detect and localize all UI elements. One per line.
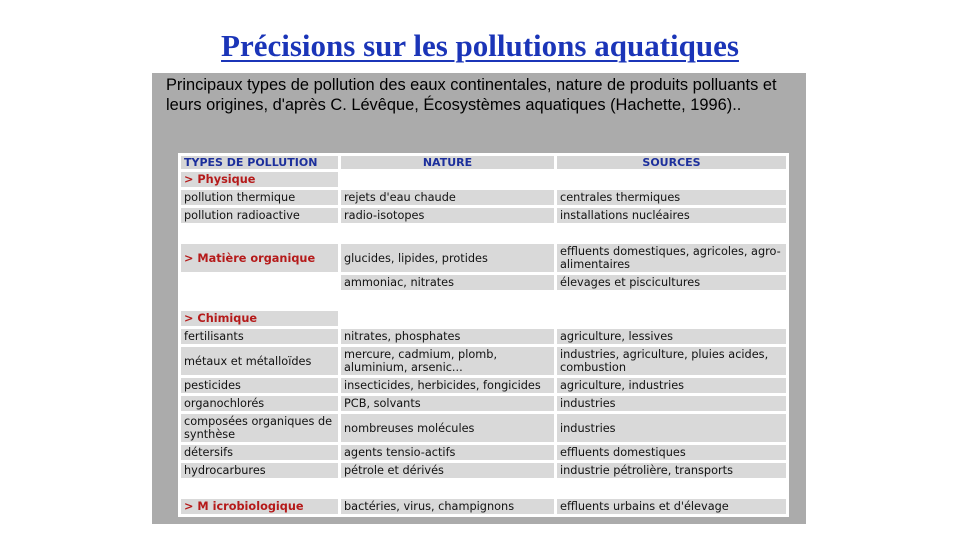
table-row — [181, 463, 786, 478]
table-row — [181, 414, 786, 442]
cell-nature: rejets d'eau chaude — [341, 190, 554, 205]
spacer-row — [181, 226, 786, 241]
category-label: > M icrobiologique — [181, 499, 338, 514]
category-label: > Physique — [181, 172, 338, 187]
spacer-row — [181, 481, 786, 496]
category-label: > Chimique — [181, 311, 338, 326]
figure-caption: Principaux types de pollution des eaux continentales, nature de produits polluants et leurs origines, d'après C. Lévêque, Écosystèmes aquatiques (Hachette, 1996).. — [166, 76, 777, 114]
cell-nature: bactéries, virus, champignons — [341, 499, 554, 514]
cell-type: organochlorés — [181, 396, 338, 411]
cell-nature: mercure, cadmium, plomb, aluminium, arsenic... — [341, 347, 554, 375]
cell-nature: insecticides, herbicides, fongicides — [341, 378, 554, 393]
table-row — [181, 275, 786, 290]
cell-sources: élevages et piscicultures — [557, 275, 786, 290]
cell-sources: industries — [557, 396, 786, 411]
table-row — [181, 347, 786, 375]
header-nature: NATURE — [341, 156, 554, 169]
cell-sources: effluents domestiques, agricoles, agro-alimentaires — [557, 244, 786, 272]
cell-nature: nombreuses molécules — [341, 414, 554, 442]
cell-nature: pétrole et dérivés — [341, 463, 554, 478]
cell-type: hydrocarbures — [181, 463, 338, 478]
cell-type: pesticides — [181, 378, 338, 393]
category-row-chimique — [181, 311, 786, 326]
cell-sources: industries — [557, 414, 786, 442]
table-row — [181, 445, 786, 460]
table-row — [181, 329, 786, 344]
cell-sources: effluents urbains et d'élevage — [557, 499, 786, 514]
category-label: > Matière organique — [181, 244, 338, 272]
cell-type: métaux et métalloïdes — [181, 347, 338, 375]
cell-type: composées organiques de synthèse — [181, 414, 338, 442]
cell-sources: effluents domestiques — [557, 445, 786, 460]
table-row — [181, 378, 786, 393]
table-row — [181, 396, 786, 411]
cell-sources: centrales thermiques — [557, 190, 786, 205]
cell-type: fertilisants — [181, 329, 338, 344]
figure-panel — [152, 73, 806, 524]
table-row — [181, 190, 786, 205]
slide-title: Précisions sur les pollutions aquatiques — [221, 28, 739, 63]
cell-nature: nitrates, phosphates — [341, 329, 554, 344]
cell-nature: ammoniac, nitrates — [341, 275, 554, 290]
spacer-row — [181, 293, 786, 308]
table-row — [181, 244, 786, 272]
cell-nature: PCB, solvants — [341, 396, 554, 411]
table-row — [181, 208, 786, 223]
category-row-physique — [181, 172, 786, 187]
header-type: TYPES DE POLLUTION — [181, 156, 338, 169]
pollution-table — [178, 153, 789, 517]
cell-nature: radio-isotopes — [341, 208, 554, 223]
cell-sources: installations nucléaires — [557, 208, 786, 223]
cell-sources: agriculture, lessives — [557, 329, 786, 344]
cell-sources: industrie pétrolière, transports — [557, 463, 786, 478]
cell-sources: industries, agriculture, pluies acides, combustion — [557, 347, 786, 375]
cell-sources: agriculture, industries — [557, 378, 786, 393]
table-header-row — [181, 156, 786, 169]
header-sources: SOURCES — [557, 156, 786, 169]
cell-type: pollution radioactive — [181, 208, 338, 223]
cell-nature: glucides, lipides, protides — [341, 244, 554, 272]
cell-nature: agents tensio-actifs — [341, 445, 554, 460]
cell-type: détersifs — [181, 445, 338, 460]
cell-type: pollution thermique — [181, 190, 338, 205]
table-row — [181, 499, 786, 514]
